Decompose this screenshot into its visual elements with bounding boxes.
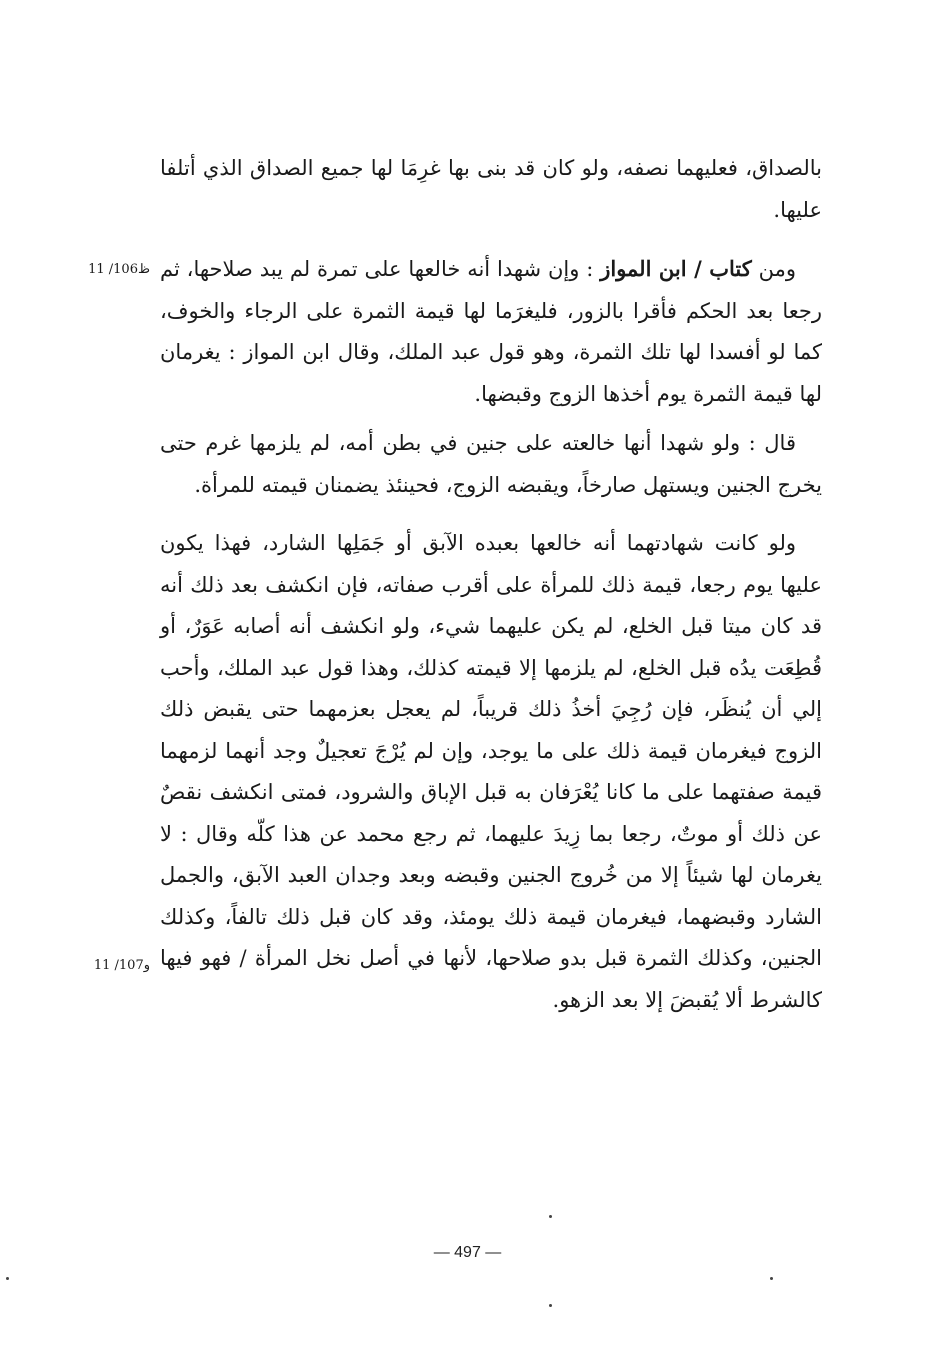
paragraph-4: ولو كانت شهادتهما أنه خالعها بعبده الآبق أو جَمَلِها الشارد، فهذا يكون عليها يوم رجعا، قيمة ذلك للمرأة على أقرب صفاته، فإن انكشف بعد ذلك أنه قد كان ميتا قبل الخلع، لم يكن عليهما شيء، ولو انكشف أنه أصابه عَوَرٌ، أو قُطِعَت يدُه قبل الخلع، لم يلزمها إلا قيمته كذلك، وهذا قول عبد الملك، وأحب إلي أن يُنظَر، فإن رُجِيَ أخذُ ذلك قريباً، لم يعجل بعزمهما حتى يقبض ذلك الزوج فيغرمان قيمة ذلك على ما يوجد، وإن لم يُرْجَ تعجيلٌ وجد أنهما لزمهما قيمة صفتهما على ما كانا يُعْرَفان به قبل الإباق والشرود، فمتى انكشف نقصٌ عن ذلك أو موتٌ، رجعا بما زِيدَ عليهما، ثم رجع محمد عن هذا كلّه وقال : لا يغرمان لها شيئاً إلا من خُروج الجنين وقبضه وبعد وجدان العبد الآبق، والجمل الشارد وقبضهما، فيغرمان قيمة ذلك يومئذ، وقد كان قبل ذلك تالفاً، وكذلك الجنين، وكذلك الثمرة قبل بدو صلاحها، لأنها في أصل نخل المرأة / فهو فيها كالشرط ألا يُقبضَ إلا بعد الزهو. (160, 531, 822, 1012)
margin-folio-note-106: 11 /106ظ (88, 262, 150, 277)
scan-speck (770, 1277, 773, 1280)
scan-speck (549, 1215, 552, 1218)
paragraph-continuation (160, 148, 822, 231)
paragraph-ibn-al-mawaz (160, 248, 822, 415)
paragraph-2-body: : وإن شهدا أنه خالعها على تمرة لم يبد صلاحها، ثم رجعا بعد الحكم فأقرا بالزور، فليغرَما لها قيمة الثمرة على الرجاء والخوف، كما لو أفسدا لها تلك الثمرة، وهو قول عبد الملك، وقال ابن المواز : يغرمان لها قيمة الثمرة يوم أخذها الزوج وقبضها. (160, 257, 822, 406)
paragraph-2 (160, 248, 822, 415)
paragraph-fetus (160, 423, 822, 506)
margin-folio-note-107: 11 /107و (93, 958, 150, 973)
paragraph-2-lead: ومن (751, 257, 797, 281)
scan-speck (549, 1304, 552, 1307)
source-citation: كتاب / ابن المواز (600, 256, 752, 281)
scan-speck (6, 1277, 9, 1280)
paragraph-runaway-slave (160, 523, 822, 1021)
paragraph-1: بالصداق، فعليهما نصفه، ولو كان قد بنى بها غرِمَا لها جميع الصداق الذي أتلفا عليها. (160, 156, 822, 222)
page-number: — 497 — (433, 1244, 502, 1261)
paragraph-3: قال : ولو شهدا أنها خالعته على جنين في بطن أمه، لم يلزمها غرم حتى يخرج الجنين ويستهل صارخاً، ويقبضه الزوج، فحينئذ يضمنان قيمته للمرأة. (160, 431, 822, 497)
